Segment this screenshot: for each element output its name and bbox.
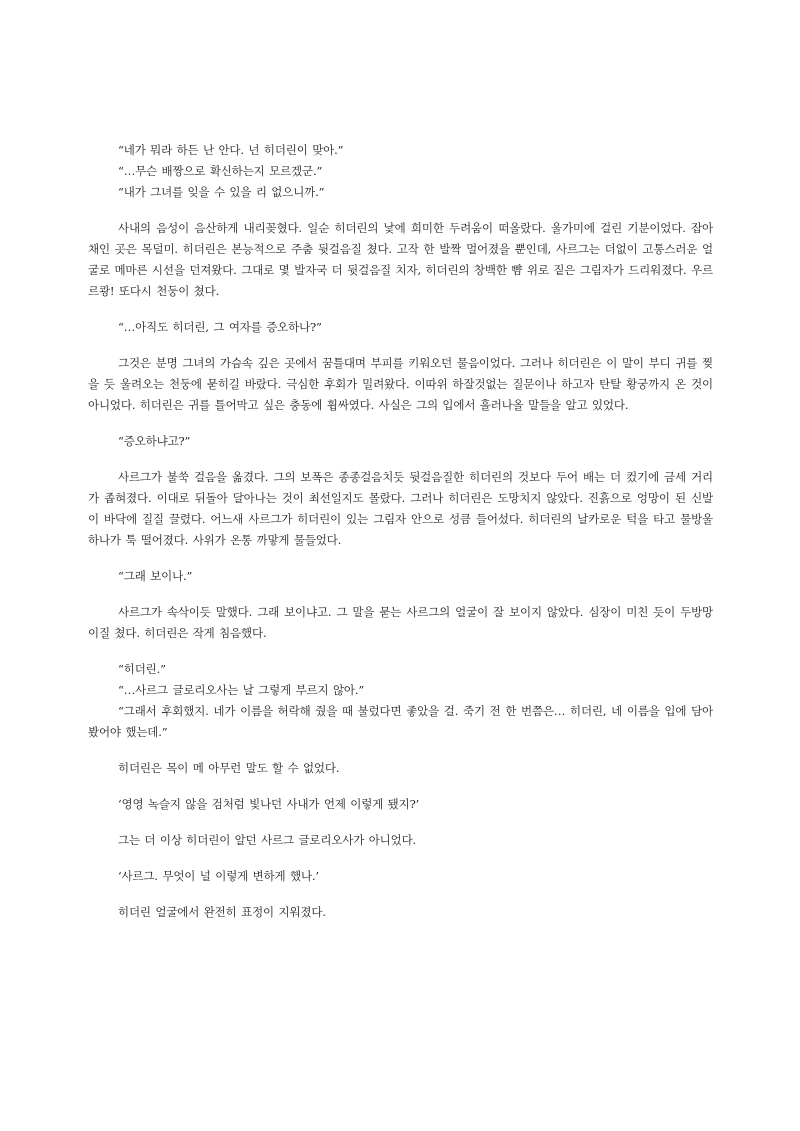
dialogue-line: “내가 그녀를 잊을 수 있을 리 없으니까.”: [118, 185, 325, 199]
document-page: [88, 140, 713, 923]
narration-paragraph: 그것은 분명 그녀의 가슴속 깊은 곳에서 꿈틀대며 부피를 키워오던 물음이었다. 그러나 히더린은 이 말이 부디 귀를 찢을 듯 울려오는 천둥에 묻히길 바랐다. 극심한 후회가 밀려왔다. 이따위 하잘것없는 질문이나 하고자 탄탈 황궁까지 온 것이 아니었다. 히더린은 귀를 틀어막고 싶은 충동에 휩싸였다. 사실은 그의 입에서 흘러나올 말들을 알고 있었다.: [88, 356, 713, 412]
thought-line: ‘영영 녹슬지 않을 검처럼 빛나던 사내가 언제 이렇게 됐지?’: [118, 797, 420, 811]
dialogue-line: “…아직도 히더린, 그 여자를 증오하나?”: [118, 320, 322, 334]
dialogue-line: “증오하냐고?”: [118, 434, 191, 448]
dialogue-line: “그래 보이나.”: [118, 569, 193, 583]
thought-line: ‘사르그. 무엇이 널 이렇게 변하게 했나.’: [118, 869, 319, 883]
dialogue-line: “…무슨 배짱으로 확신하는지 모르겠군.”: [118, 164, 323, 178]
narration-paragraph: 그는 더 이상 히더린이 알던 사르그 글로리오사가 아니었다.: [118, 833, 417, 847]
narration-paragraph: 사르그가 속삭이듯 말했다. 그래 보이냐고. 그 말을 묻는 사르그의 얼굴이 잘 보이지 않았다. 심장이 미친 듯이 두방망이질 쳤다. 히더린은 작게 침음했다.: [88, 605, 713, 640]
dialogue-line: “그래서 후회했지. 네가 이름을 허락해 줬을 때 불렀다면 좋았을 걸. 죽기 전 한 번쯤은… 히더린, 네 이름을 입에 담아봤어야 했는데.”: [88, 704, 713, 739]
narration-paragraph: 사내의 음성이 음산하게 내리꽂혔다. 일순 히더린의 낯에 희미한 두려움이 떠올랐다. 울가미에 걸린 기분이었다. 잡아채인 곳은 목덜미. 히더린은 본능적으로 주춤 뒷걸음질 쳤다. 고작 한 발짝 멀어졌을 뿐인데, 사르그는 더없이 고통스러운 얼굴로 메마른 시선을 던져왔다. 그대로 몇 발자국 더 뒷걸음질 치자, 히더린의 창백한 뺨 위로 짙은 그림자가 드리워졌다. 우르르쾅! 또다시 천둥이 쳤다.: [88, 221, 713, 298]
narration-paragraph: 히더린 얼굴에서 완전히 표정이 지워졌다.: [118, 905, 326, 919]
dialogue-line: “네가 뭐라 하든 난 안다. 넌 히더린이 맞아.”: [118, 143, 344, 157]
dialogue-line: “…사르그 글로리오사는 날 그렇게 부르지 않아.”: [118, 683, 365, 697]
dialogue-line: “히더린.”: [118, 662, 166, 676]
narration-paragraph: 히더린은 목이 메 아무런 말도 할 수 없었다.: [118, 761, 340, 775]
narration-paragraph: 사르그가 불쑥 걸음을 옮겼다. 그의 보폭은 종종걸음치듯 뒷걸음질한 히더린의 것보다 두어 배는 더 컸기에 금세 거리가 좁혀졌다. 이대로 뒤돌아 달아나는 것이 최선일지도 몰랐다. 그러나 히더린은 도망치지 않았다. 진흙으로 엉망이 된 신발이 바닥에 질질 끌렸다. 어느새 사르그가 히더린이 있는 그림자 안으로 성큼 들어섰다. 히더린의 날카로운 턱을 타고 물방울 하나가 툭 떨어졌다. 사위가 온통 까맣게 물들었다.: [88, 470, 713, 547]
